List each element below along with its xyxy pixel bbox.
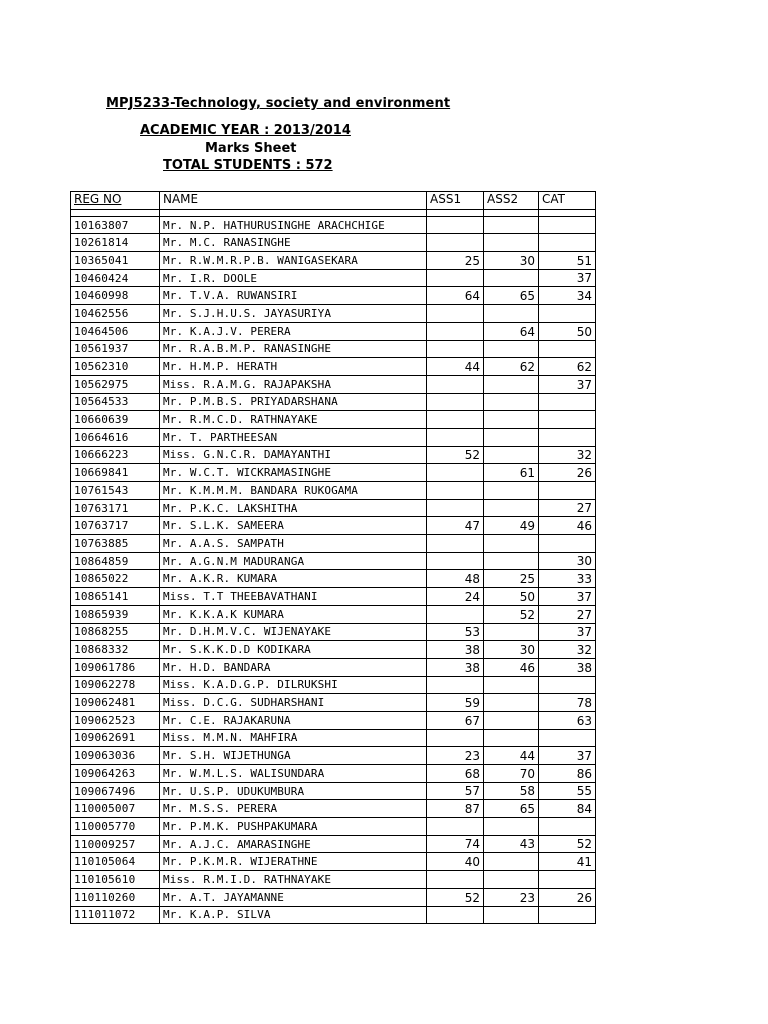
reg-no-cell: 109064263 [71,765,160,783]
student-name-cell: Mr. P.M.B.S. PRIYADARSHANA [160,393,427,411]
cat-cell: 55 [539,782,596,800]
cat-cell [539,305,596,323]
table-row [71,287,596,305]
cat-cell [539,871,596,889]
ass1-cell: 52 [427,888,484,906]
reg-no-cell: 10562310 [71,358,160,376]
student-name-cell: Mr. K.A.J.V. PERERA [160,322,427,340]
student-name-cell: Mr. P.M.K. PUSHPAKUMARA [160,818,427,836]
ass2-cell [484,906,539,924]
reg-no-cell: 110009257 [71,835,160,853]
table-row [71,676,596,694]
ass2-cell [484,482,539,500]
ass1-cell: 38 [427,641,484,659]
cat-cell: 84 [539,800,596,818]
ass2-cell [484,818,539,836]
table-row [71,711,596,729]
cat-cell [539,234,596,252]
reg-no-cell: 10865022 [71,570,160,588]
student-name-cell: Mr. D.H.M.V.C. WIJENAYAKE [160,623,427,641]
ass2-cell: 65 [484,287,539,305]
student-name-cell: Mr. R.M.C.D. RATHNAYAKE [160,411,427,429]
ass1-cell [427,322,484,340]
table-body [71,209,596,924]
table-row [71,888,596,906]
ass1-cell: 87 [427,800,484,818]
table-row [71,552,596,570]
ass1-cell: 24 [427,588,484,606]
ass2-cell: 46 [484,658,539,676]
reg-no-cell: 10763171 [71,499,160,517]
cat-cell [539,818,596,836]
column-header-reg: REG NO [71,192,160,210]
course-title: MPJ5233-Technology, society and environment [106,96,451,111]
cat-cell: 46 [539,517,596,535]
student-name-cell: Mr. M.C. RANASINGHE [160,234,427,252]
cat-cell [539,340,596,358]
student-name-cell: Mr. R.W.M.R.P.B. WANIGASEKARA [160,252,427,270]
cat-cell: 62 [539,358,596,376]
ass1-cell [427,305,484,323]
student-name-cell: Mr. K.A.P. SILVA [160,906,427,924]
table-row [71,906,596,924]
column-header-ass1: ASS1 [427,192,484,210]
student-name-cell: Mr. S.J.H.U.S. JAYASURIYA [160,305,427,323]
student-name-cell: Mr. W.C.T. WICKRAMASINGHE [160,464,427,482]
table-row [71,358,596,376]
cat-cell [539,482,596,500]
ass1-cell [427,216,484,234]
ass1-cell [427,676,484,694]
student-name-cell: Mr. S.H. WIJETHUNGA [160,747,427,765]
ass2-cell [484,446,539,464]
ass2-cell: 43 [484,835,539,853]
cat-cell: 27 [539,499,596,517]
reg-no-cell: 10763885 [71,535,160,553]
student-name-cell: Mr. M.S.S. PERERA [160,800,427,818]
reg-no-cell: 109062481 [71,694,160,712]
ass1-cell [427,464,484,482]
student-name-cell: Mr. P.K.C. LAKSHITHA [160,499,427,517]
cat-cell: 34 [539,287,596,305]
table-row [71,853,596,871]
cat-cell: 33 [539,570,596,588]
table-row [71,747,596,765]
student-name-cell: Mr. A.A.S. SAMPATH [160,535,427,553]
ass2-cell [484,729,539,747]
cat-cell [539,729,596,747]
table-row [71,305,596,323]
student-name-cell: Mr. I.R. DOOLE [160,269,427,287]
reg-no-cell: 109063036 [71,747,160,765]
cat-cell [539,216,596,234]
reg-no-cell: 10462556 [71,305,160,323]
table-row [71,428,596,446]
ass1-cell [427,818,484,836]
ass2-cell [484,428,539,446]
reg-no-cell: 10464506 [71,322,160,340]
table-row [71,765,596,783]
ass2-cell [484,216,539,234]
cat-cell: 37 [539,269,596,287]
ass2-cell [484,694,539,712]
student-name-cell: Miss. R.A.M.G. RAJAPAKSHA [160,375,427,393]
reg-no-cell: 109061786 [71,658,160,676]
reg-no-cell: 109062278 [71,676,160,694]
ass1-cell [427,411,484,429]
ass1-cell: 67 [427,711,484,729]
reg-no-cell: 10864859 [71,552,160,570]
ass1-cell: 25 [427,252,484,270]
ass2-cell [484,871,539,889]
student-name-cell: Mr. W.M.L.S. WALISUNDARA [160,765,427,783]
cat-cell: 41 [539,853,596,871]
reg-no-cell: 10562975 [71,375,160,393]
cat-cell: 26 [539,888,596,906]
reg-no-cell: 10761543 [71,482,160,500]
student-name-cell: Mr. A.J.C. AMARASINGHE [160,835,427,853]
table-row [71,658,596,676]
reg-no-cell: 110105064 [71,853,160,871]
ass2-cell: 70 [484,765,539,783]
column-header-cat: CAT [539,192,596,210]
ass1-cell: 23 [427,747,484,765]
ass2-cell: 64 [484,322,539,340]
ass2-cell: 23 [484,888,539,906]
student-name-cell: Mr. A.G.N.M MADURANGA [160,552,427,570]
ass2-cell [484,499,539,517]
cat-cell: 86 [539,765,596,783]
ass2-cell [484,305,539,323]
ass1-cell: 48 [427,570,484,588]
column-header-ass2: ASS2 [484,192,539,210]
reg-no-cell: 10669841 [71,464,160,482]
table-row [71,800,596,818]
table-row [71,782,596,800]
table-row [71,393,596,411]
ass1-cell: 64 [427,287,484,305]
marks-table [70,191,596,924]
table-row [71,482,596,500]
ass1-cell: 57 [427,782,484,800]
cat-cell: 51 [539,252,596,270]
ass1-cell [427,552,484,570]
reg-no-cell: 10865939 [71,605,160,623]
reg-no-cell: 110005007 [71,800,160,818]
ass2-cell: 61 [484,464,539,482]
cat-cell: 37 [539,588,596,606]
reg-no-cell: 10460424 [71,269,160,287]
ass2-cell: 25 [484,570,539,588]
reg-no-cell: 109062523 [71,711,160,729]
ass2-cell: 44 [484,747,539,765]
ass1-cell [427,871,484,889]
student-name-cell: Mr. T. PARTHEESAN [160,428,427,446]
table-row [71,729,596,747]
cat-cell: 52 [539,835,596,853]
reg-no-cell: 109067496 [71,782,160,800]
student-name-cell: Miss. D.C.G. SUDHARSHANI [160,694,427,712]
reg-no-cell: 109062691 [71,729,160,747]
reg-no-cell: 110110260 [71,888,160,906]
ass1-cell [427,535,484,553]
student-name-cell: Mr. T.V.A. RUWANSIRI [160,287,427,305]
ass2-cell [484,411,539,429]
table-row [71,535,596,553]
reg-no-cell: 10460998 [71,287,160,305]
reg-no-cell: 110105610 [71,871,160,889]
ass1-cell: 53 [427,623,484,641]
ass2-cell: 52 [484,605,539,623]
cat-cell: 63 [539,711,596,729]
student-name-cell: Mr. S.K.K.D.D KODIKARA [160,641,427,659]
table-row [71,411,596,429]
ass1-cell: 47 [427,517,484,535]
cat-cell: 32 [539,641,596,659]
student-name-cell: Mr. R.A.B.M.P. RANASINGHE [160,340,427,358]
ass2-cell [484,623,539,641]
ass1-cell: 44 [427,358,484,376]
ass2-cell: 30 [484,641,539,659]
student-name-cell: Mr. P.K.M.R. WIJERATHNE [160,853,427,871]
student-name-cell: Mr. U.S.P. UDUKUMBURA [160,782,427,800]
table-row [71,499,596,517]
table-row [71,464,596,482]
cat-cell: 78 [539,694,596,712]
table-row [71,588,596,606]
ass1-cell: 74 [427,835,484,853]
cat-cell [539,676,596,694]
cat-cell [539,906,596,924]
table-row [71,694,596,712]
ass1-cell [427,729,484,747]
reg-no-cell: 10868332 [71,641,160,659]
cat-cell [539,393,596,411]
ass2-cell [484,269,539,287]
table-row [71,375,596,393]
ass2-cell [484,711,539,729]
ass1-cell: 52 [427,446,484,464]
spacer-row [71,209,596,216]
ass1-cell: 59 [427,694,484,712]
cat-cell: 27 [539,605,596,623]
ass1-cell [427,428,484,446]
student-name-cell: Mr. N.P. HATHURUSINGHE ARACHCHIGE [160,216,427,234]
ass2-cell [484,676,539,694]
cat-cell: 26 [539,464,596,482]
ass2-cell [484,535,539,553]
table-row [71,605,596,623]
table-row [71,570,596,588]
table-row [71,446,596,464]
ass2-cell: 58 [484,782,539,800]
cat-cell [539,428,596,446]
table-row [71,252,596,270]
ass2-cell [484,234,539,252]
cat-cell: 32 [539,446,596,464]
table-row [71,818,596,836]
student-name-cell: Miss. M.M.N. MAHFIRA [160,729,427,747]
cat-cell: 37 [539,375,596,393]
ass1-cell [427,499,484,517]
reg-no-cell: 10666223 [71,446,160,464]
ass2-cell [484,552,539,570]
ass1-cell [427,906,484,924]
student-name-cell: Mr. A.T. JAYAMANNE [160,888,427,906]
sheet-title: Marks Sheet [205,141,297,156]
total-students: TOTAL STUDENTS : 572 [163,158,333,173]
reg-no-cell: 10163807 [71,216,160,234]
student-name-cell: Mr. S.L.K. SAMEERA [160,517,427,535]
student-name-cell: Mr. H.M.P. HERATH [160,358,427,376]
header-row [71,192,596,210]
student-name-cell: Mr. K.K.A.K KUMARA [160,605,427,623]
student-name-cell: Mr. A.K.R. KUMARA [160,570,427,588]
table-row [71,322,596,340]
table-row [71,234,596,252]
ass2-cell [484,375,539,393]
table-row [71,517,596,535]
reg-no-cell: 10564533 [71,393,160,411]
student-name-cell: Mr. K.M.M.M. BANDARA RUKOGAMA [160,482,427,500]
ass2-cell [484,340,539,358]
ass2-cell: 62 [484,358,539,376]
ass1-cell [427,340,484,358]
student-name-cell: Miss. T.T THEEBAVATHANI [160,588,427,606]
ass1-cell [427,234,484,252]
table-row [71,871,596,889]
ass2-cell [484,393,539,411]
reg-no-cell: 110005770 [71,818,160,836]
ass1-cell: 68 [427,765,484,783]
ass1-cell: 40 [427,853,484,871]
student-name-cell: Mr. H.D. BANDARA [160,658,427,676]
ass2-cell [484,853,539,871]
table-row [71,641,596,659]
ass1-cell [427,375,484,393]
ass1-cell [427,605,484,623]
reg-no-cell: 10261814 [71,234,160,252]
ass1-cell [427,393,484,411]
column-header-name: NAME [160,192,427,210]
reg-no-cell: 10561937 [71,340,160,358]
reg-no-cell: 10763717 [71,517,160,535]
student-name-cell: Miss. K.A.D.G.P. DILRUKSHI [160,676,427,694]
cat-cell: 38 [539,658,596,676]
ass2-cell: 50 [484,588,539,606]
reg-no-cell: 10868255 [71,623,160,641]
reg-no-cell: 111011072 [71,906,160,924]
cat-cell [539,535,596,553]
ass2-cell: 49 [484,517,539,535]
cat-cell: 50 [539,322,596,340]
cat-cell: 30 [539,552,596,570]
table-row [71,340,596,358]
academic-year: ACADEMIC YEAR : 2013/2014 [140,123,351,138]
reg-no-cell: 10664616 [71,428,160,446]
ass1-cell: 38 [427,658,484,676]
cat-cell [539,411,596,429]
cat-cell: 37 [539,623,596,641]
reg-no-cell: 10865141 [71,588,160,606]
table-row [71,835,596,853]
table-row [71,216,596,234]
reg-no-cell: 10660639 [71,411,160,429]
table-row [71,269,596,287]
table-row [71,623,596,641]
ass1-cell [427,482,484,500]
cat-cell: 37 [539,747,596,765]
student-name-cell: Mr. C.E. RAJAKARUNA [160,711,427,729]
student-name-cell: Miss. R.M.I.D. RATHNAYAKE [160,871,427,889]
reg-no-cell: 10365041 [71,252,160,270]
student-name-cell: Miss. G.N.C.R. DAMAYANTHI [160,446,427,464]
ass2-cell: 65 [484,800,539,818]
ass1-cell [427,269,484,287]
ass2-cell: 30 [484,252,539,270]
